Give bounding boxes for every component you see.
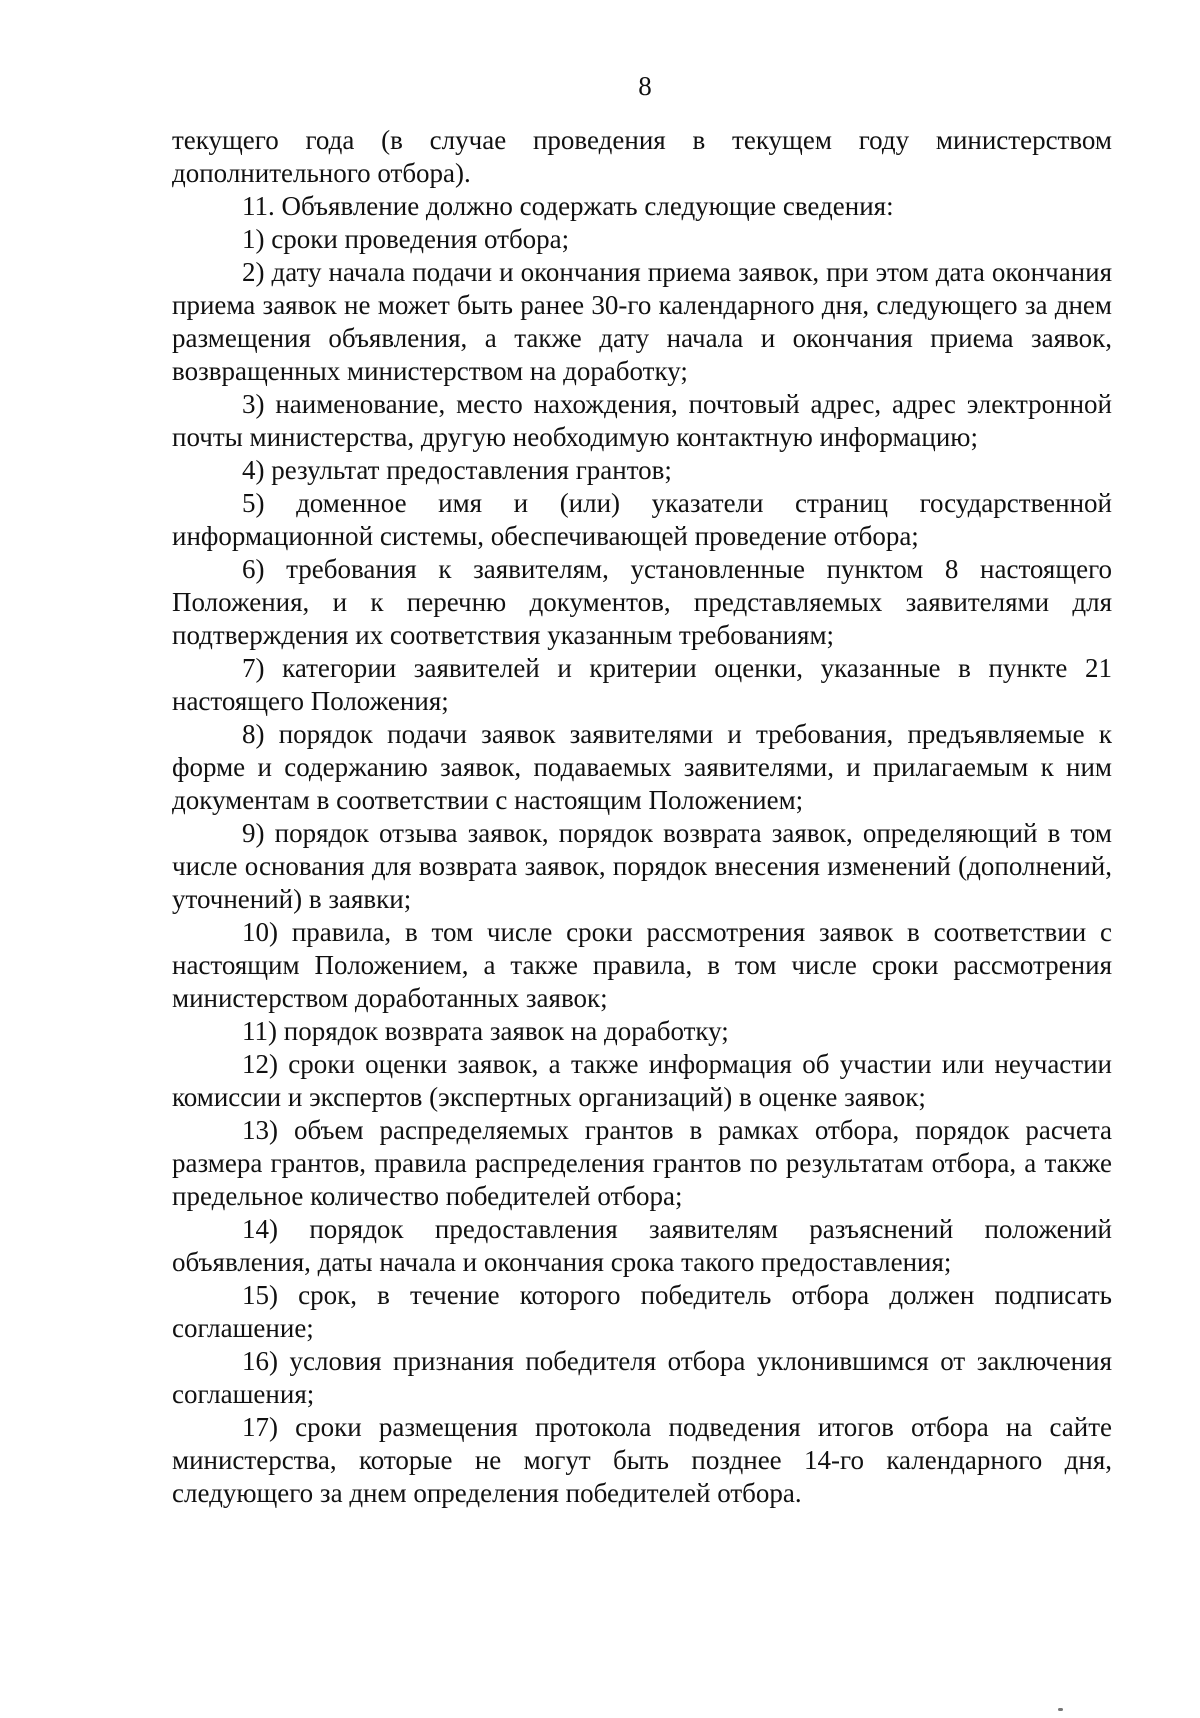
paragraph-continuation: текущего года (в случае проведения в текущем году министерством дополнительного отбора). (172, 125, 1112, 188)
document-body (172, 124, 1112, 1510)
list-item-5: 5) доменное имя и (или) указатели страниц государственной информационной системы, обеспечивающей проведение отбора; (172, 488, 1112, 551)
list-item-9: 9) порядок отзыва заявок, порядок возврата заявок, определяющий в том числе основания для возврата заявок, порядок внесения изменений (дополнений, уточнений) в заявки; (172, 818, 1112, 914)
scan-artifact (1058, 1708, 1063, 1711)
list-item-12: 12) сроки оценки заявок, а также информация об участии или неучастии комиссии и экспертов (экспертных организаций) в оценке заявок; (172, 1049, 1112, 1112)
list-item-11: 11) порядок возврата заявок на доработку; (242, 1016, 729, 1046)
list-item-1: 1) сроки проведения отбора; (242, 224, 570, 254)
list-item-13: 13) объем распределяемых грантов в рамках отбора, порядок расчета размера грантов, правила распределения грантов по результатам отбора, а также предельное количество победителей отбора; (172, 1115, 1112, 1211)
list-item-8: 8) порядок подачи заявок заявителями и требования, предъявляемые к форме и содержанию заявок, подаваемых заявителями, и прилагаемым к ним документам в соответствии с настоящим Положением; (172, 719, 1112, 815)
list-item-14: 14) порядок предоставления заявителям разъяснений положений объявления, даты начала и окончания срока такого предоставления; (172, 1214, 1112, 1277)
list-item-6: 6) требования к заявителям, установленные пунктом 8 настоящего Положения, и к перечню документов, представляемых заявителями для подтверждения их соответствия указанным требованиям; (172, 554, 1112, 650)
paragraph-item-11: 11. Объявление должно содержать следующие сведения: (242, 191, 894, 221)
list-item-7: 7) категории заявителей и критерии оценки, указанные в пункте 21 настоящего Положения; (172, 653, 1112, 716)
list-item-3: 3) наименование, место нахождения, почтовый адрес, адрес электронной почты министерства, другую необходимую контактную информацию; (172, 389, 1112, 452)
list-item-10: 10) правила, в том числе сроки рассмотрения заявок в соответствии с настоящим Положением, а также правила, в том числе сроки рассмотрения министерством доработанных заявок; (172, 917, 1112, 1013)
list-item-4: 4) результат предоставления грантов; (242, 455, 672, 485)
page-number: 8 (638, 71, 652, 101)
list-item-15: 15) срок, в течение которого победитель отбора должен подписать соглашение; (172, 1280, 1112, 1343)
list-item-17: 17) сроки размещения протокола подведения итогов отбора на сайте министерства, которые не могут быть позднее 14-го календарного дня, следующего за днем определения победителей отбора. (172, 1412, 1112, 1508)
list-item-2: 2) дату начала подачи и окончания приема заявок, при этом дата окончания приема заявок не может быть ранее 30-го календарного дня, следующего за днем размещения объявления, а также дату начала и окончания приема заявок, возвращенных министерством на доработку; (172, 257, 1112, 386)
list-item-16: 16) условия признания победителя отбора уклонившимся от заключения соглашения; (172, 1346, 1112, 1409)
